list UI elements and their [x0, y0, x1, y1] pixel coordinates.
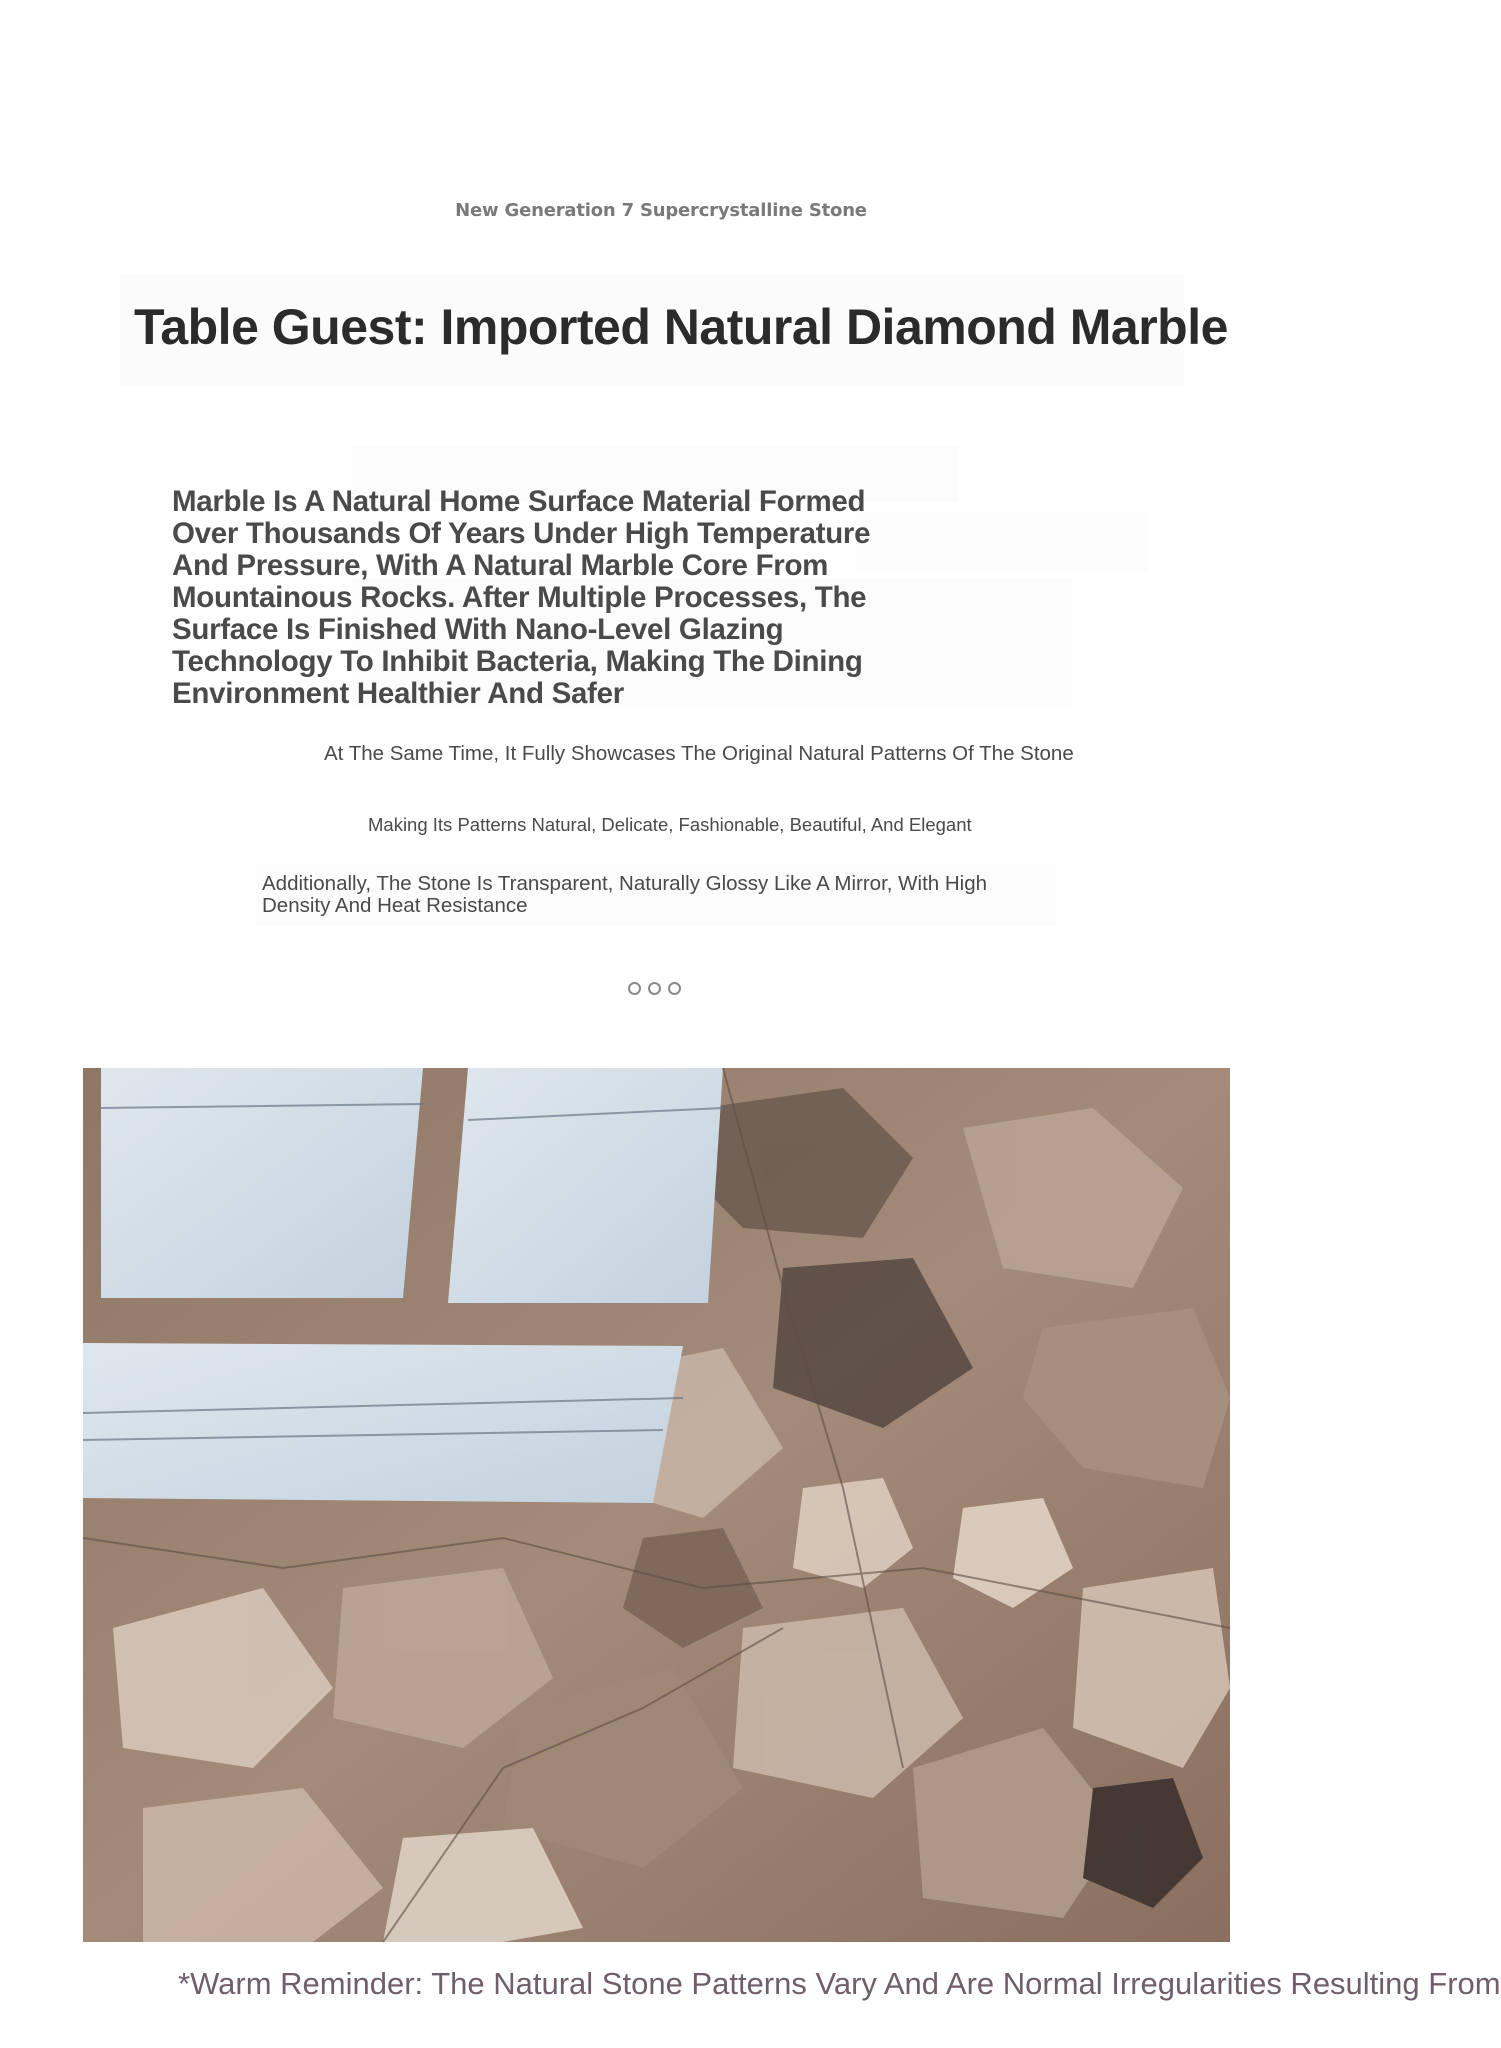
carousel-dot[interactable]	[668, 982, 681, 995]
carousel-dot[interactable]	[648, 982, 661, 995]
feature-line-patterns: At The Same Time, It Fully Showcases The Original Natural Patterns Of The Stone	[324, 742, 1074, 765]
carousel-dot[interactable]	[628, 982, 641, 995]
section-eyebrow: New Generation 7 Supercrystalline Stone	[455, 200, 867, 221]
intro-paragraph: Marble Is A Natural Home Surface Material Formed Over Thousands Of Years Under High Temperature And Pressure, With A Natural Marble Core From Mountainous Rocks. After Multiple Processes, The Surface Is Finished With Nano-Level Glazing Technology To Inhibit Bacteria, Making The Dining Environment Healthier And Safer	[172, 485, 871, 710]
warm-reminder: *Warm Reminder: The Natural Stone Patterns Vary And Are Normal Irregularities Resulting From	[178, 1966, 1501, 2001]
page-title: Table Guest: Imported Natural Diamond Marble	[134, 299, 1228, 355]
marble-sample-photo	[83, 1068, 1230, 1942]
feature-line-elegant: Making Its Patterns Natural, Delicate, Fashionable, Beautiful, And Elegant	[368, 814, 972, 835]
feature-line-glossy: Additionally, The Stone Is Transparent, Naturally Glossy Like A Mirror, With High Density And Heat Resistance	[262, 872, 988, 917]
carousel-indicator	[628, 982, 688, 998]
